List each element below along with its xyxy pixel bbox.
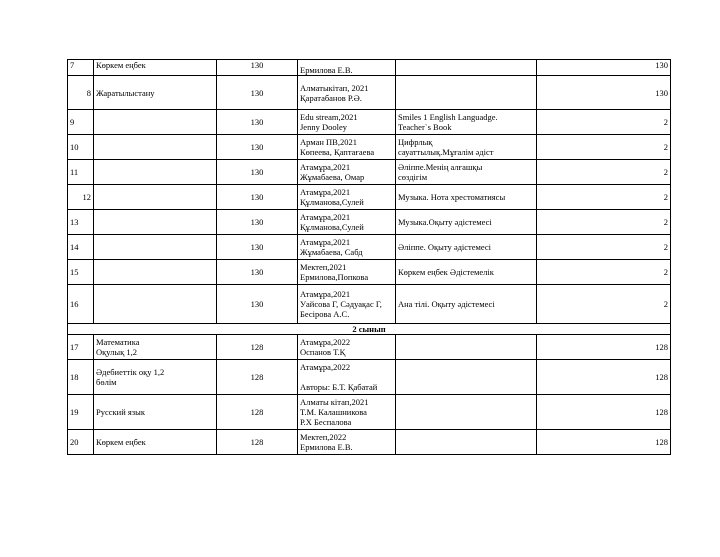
count-cell: 130 [217,185,298,210]
publisher-cell [298,110,396,135]
publisher-cell [298,285,396,324]
cell-line: Атамұра,2022 [300,337,351,347]
publisher-cell [298,260,396,285]
cell-line: Қаратабанов Р.Ә. [300,92,362,103]
subject-cell [94,235,217,260]
row-number: 8 [68,76,94,110]
table-row [68,110,671,135]
cell-line: Т.М. Калашникова [300,407,367,417]
title-cell [396,76,537,110]
subject-cell [94,260,217,285]
subject-cell [94,160,217,185]
cell-line: Уайсова Г, Сәдуақас Г, [300,299,382,309]
publisher-cell [298,360,396,395]
quantity-cell: 128 [537,395,671,430]
subject-cell [94,210,217,235]
subject-cell: Көркем еңбек [94,60,217,76]
table-row [68,60,671,76]
cell-line: Teacher`s Book [398,122,452,132]
subject-cell [94,135,217,160]
subject-cell [94,360,217,395]
cell-line [398,342,534,352]
table-row [68,360,671,395]
count-cell: 128 [217,360,298,395]
count-cell: 130 [217,160,298,185]
cell-line: Ермилова,Попкова [300,272,369,282]
cell-line: Құлманова,Сулей [300,197,364,207]
count-cell: 130 [217,285,298,324]
cell-line: Авторы: Б.Т. Қабатай [300,382,378,392]
publisher-cell [298,76,396,110]
title-cell [396,210,537,235]
table-row [68,76,671,110]
count-cell: 128 [217,430,298,455]
quantity-cell: 128 [537,360,671,395]
table-row [68,160,671,185]
row-number: 13 [68,210,94,235]
title-cell [396,160,537,185]
title-cell [396,285,537,324]
title-cell [396,110,537,135]
row-number: 18 [68,360,94,395]
cell-line: Мектеп,2022 [300,432,347,442]
table-row [68,135,671,160]
row-number: 20 [68,430,94,455]
publisher-cell [298,160,396,185]
cell-line [300,372,393,382]
row-number: 15 [68,260,94,285]
cell-line [398,437,534,447]
section-header: 2 сынып [68,324,671,335]
count-cell: 128 [217,395,298,430]
publisher-cell [298,235,396,260]
quantity-cell: 2 [537,135,671,160]
title-cell [396,235,537,260]
quantity-cell: 128 [537,430,671,455]
cell-line: Алматыкітап, 2021 [300,82,369,93]
subject-cell [94,110,217,135]
cell-line: Оқулық 1,2 [96,347,137,357]
cell-line: Көркем еңбек [96,437,146,447]
title-cell [396,430,537,455]
publisher-cell [298,430,396,455]
cell-line: Атамұра,2021 [300,187,351,197]
cell-line: Математика [96,337,140,347]
table-row [68,235,671,260]
cell-line [398,372,534,382]
publisher-cell [298,185,396,210]
quantity-cell: 130 [537,76,671,110]
count-cell: 130 [217,260,298,285]
publisher-cell [298,395,396,430]
quantity-cell: 2 [537,210,671,235]
count-cell: 130 [217,110,298,135]
table-row [68,185,671,210]
cell-line: бөлім [96,377,117,387]
table-row [68,430,671,455]
cell-line: Жұмабаева, Омар [300,172,365,182]
row-number: 12 [68,185,94,210]
count-cell: 130 [217,235,298,260]
quantity-cell: 128 [537,335,671,360]
cell-line [398,88,534,98]
cell-line: Музыка. Нота хрестоматиясы [398,192,506,202]
subject-cell [94,285,217,324]
quantity-cell: 2 [537,235,671,260]
subject-cell [94,430,217,455]
publisher-cell [298,210,396,235]
title-cell [396,185,537,210]
cell-line: Әліппе.Менің алғашқы [398,162,483,172]
row-number: 14 [68,235,94,260]
cell-line [398,63,534,73]
cell-line: Жұмабаева, Сабд [300,247,363,257]
quantity-cell: 2 [537,110,671,135]
row-number: 9 [68,110,94,135]
count-cell: 130 [217,76,298,110]
row-number: 16 [68,285,94,324]
title-cell [396,360,537,395]
cell-line: Көпеева, Қаптағаева [300,147,375,157]
count-cell: 128 [217,335,298,360]
cell-line: Атамұра,2021 [300,162,351,172]
cell-line: Smiles 1 English Languadge. [398,112,498,122]
section-row [68,324,671,335]
cell-line: Р.Х Беспалова [300,417,352,427]
count-cell: 130 [217,135,298,160]
cell-line: Edu stream,2021 [300,112,358,122]
cell-line: Русский язык [96,407,145,417]
subject-cell [94,335,217,360]
cell-line: Оспанов Т.Қ [300,347,346,357]
row-number: 19 [68,395,94,430]
table-row [68,210,671,235]
cell-line [398,407,534,417]
publisher-cell [298,335,396,360]
count-cell: 130 [217,210,298,235]
cell-line: Атамұра,2021 [300,237,351,247]
subject-cell: Жаратылыстану [94,76,217,110]
title-cell [396,60,537,76]
title-cell [396,135,537,160]
quantity-cell: 2 [537,260,671,285]
subject-cell [94,395,217,430]
quantity-cell: 2 [537,285,671,324]
title-cell [396,395,537,430]
cell-line: сауаттылық.Мұғалім әдіст [398,147,494,157]
subject-cell [94,185,217,210]
cell-line: Мектеп,2021 [300,262,347,272]
cell-line: Цифрлық [398,137,433,147]
publisher-cell [298,60,396,76]
row-number: 17 [68,335,94,360]
cell-line: Әдебиеттік оқу 1,2 [96,367,165,377]
table-row [68,260,671,285]
cell-line: Бесірова А.С. [300,309,350,319]
row-number: 11 [68,160,94,185]
quantity-cell: 130 [537,60,671,76]
cell-line: сөздігім [398,172,428,182]
cell-line: Ана тілі. Оқыту әдістемесі [398,299,495,309]
cell-line: Көркем еңбек Әдістемелік [398,267,494,277]
table-row [68,395,671,430]
cell-line: Алматы кітап,2021 [300,397,369,407]
table-row [68,335,671,360]
publisher-cell [298,135,396,160]
table-row [68,285,671,324]
cell-line: Атамұра,2021 [300,212,351,222]
quantity-cell: 2 [537,160,671,185]
table-body [68,60,671,455]
row-number: 7 [68,60,94,76]
cell-line: Атамұра,2022 [300,362,351,372]
row-number: 10 [68,135,94,160]
cell-line: Әліппе. Оқыту әдістемесі [398,242,492,252]
cell-line: Ермилова Е.В. [300,65,353,75]
cell-line: Құлманова,Сулей [300,222,364,232]
cell-line: Музыка.Оқыту әдістемесі [398,217,492,227]
cell-line: Атамұра,2021 [300,289,351,299]
quantity-cell: 2 [537,185,671,210]
count-cell: 130 [217,60,298,76]
textbook-table [67,59,671,455]
cell-line: Ермилова Е.В. [300,442,353,452]
title-cell [396,335,537,360]
cell-line: Jenny Dooley [300,122,347,132]
cell-line: Арман ПВ,2021 [300,137,357,147]
title-cell [396,260,537,285]
